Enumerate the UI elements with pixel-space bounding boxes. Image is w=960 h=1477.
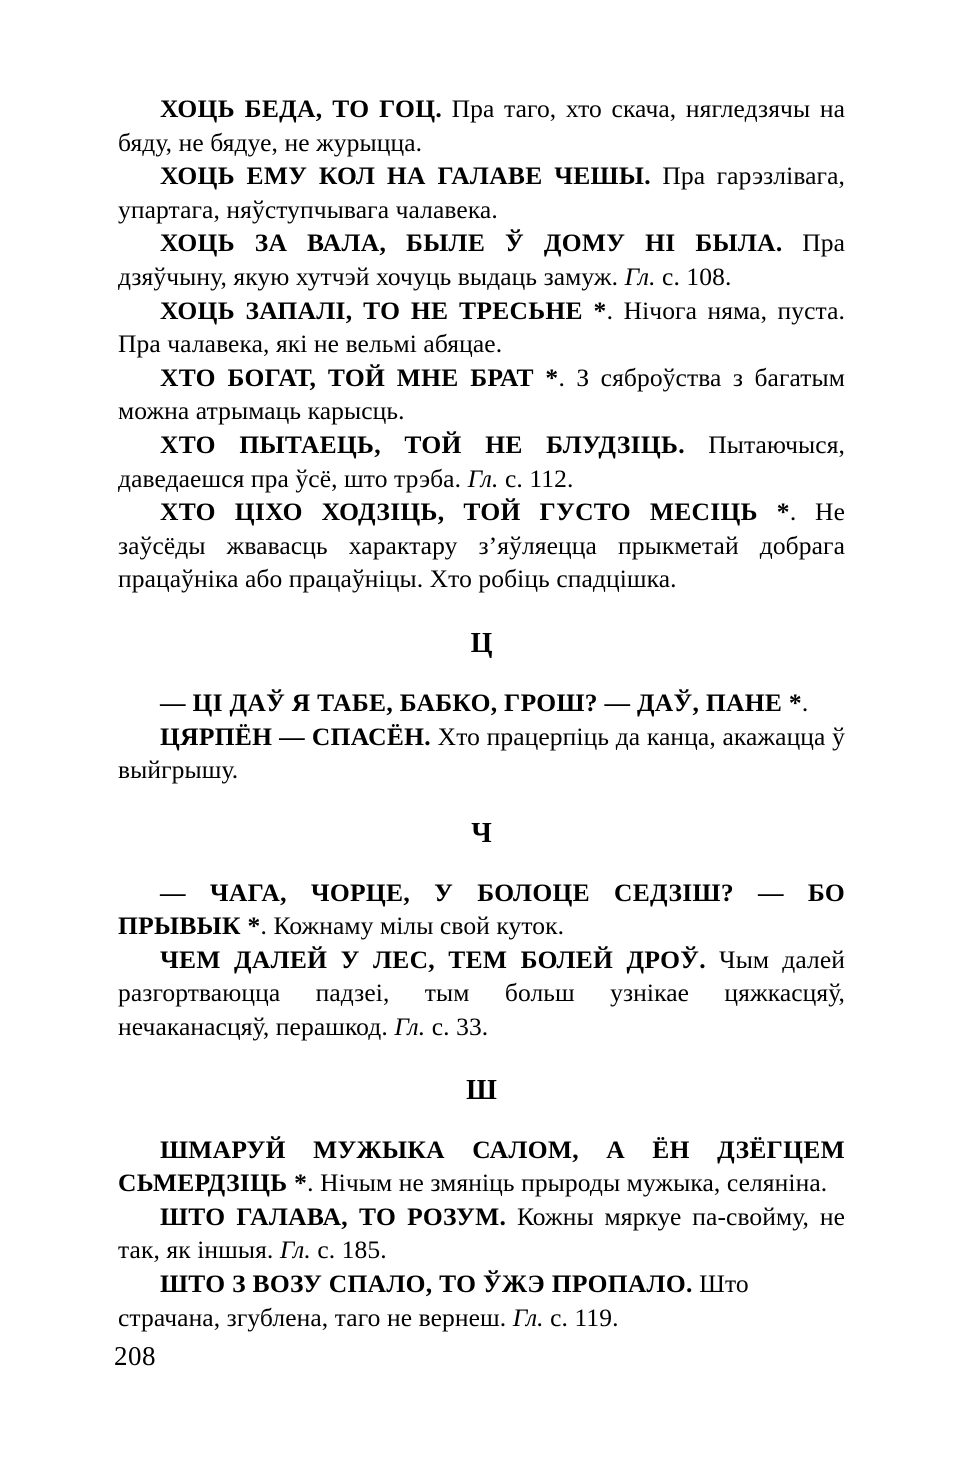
letter-section-heading: Ц — [470, 627, 493, 659]
cross-reference-page: с. 119. — [543, 1302, 619, 1332]
entry-gloss: Кожны мяркуе па-свойму, не так, як іншыя. — [118, 1201, 845, 1265]
cross-reference-label: Гл. — [394, 1012, 426, 1042]
proverb-entry — [118, 1267, 845, 1334]
entry-headword: ХОЦЬ ЕМУ КОЛ НА ГАЛАВЕ ЧЕШЫ. — [160, 161, 651, 191]
proverb-entry — [118, 686, 845, 720]
footnote-asterisk: * — [287, 1168, 308, 1198]
entry-gloss: Што страчана, згублена, таго не вернеш. — [118, 1269, 749, 1332]
entry-headword: ЧЕМ ДАЛЕЙ У ЛЕС, ТЕМ БОЛЕЙ ДРОЎ. — [160, 944, 706, 974]
cross-reference-label: Гл. — [624, 261, 656, 291]
entry-headword: ХОЦЬ ЗАПАЛІ, ТО НЕ ТРЕСЬНЕ — [160, 295, 583, 325]
entry-headword: ХОЦЬ ЗА ВАЛА, БЫЛЕ Ў ДОМУ НІ БЫЛА. — [160, 228, 783, 258]
proverb-entry — [118, 226, 845, 293]
proverb-entry — [118, 159, 845, 226]
entry-gloss: . — [801, 687, 809, 717]
letter-section-heading: Ч — [471, 817, 492, 849]
cross-reference-page: с. 108. — [655, 261, 732, 291]
entry-headword: ЦЯРПЁН — СПАСЁН. — [160, 721, 431, 751]
proverb-entry — [118, 943, 845, 1044]
footnote-asterisk: * — [757, 497, 790, 527]
entry-gloss: . З сяброўства з багатым можна атрымаць карысць. — [118, 362, 845, 426]
footnote-asterisk: * — [533, 362, 559, 392]
entry-gloss: . Не заўсёды жвавасць характару з’яўляецца прыкметай добрага працаўніка або працаўніцы. Хто робіць спадцішка. — [118, 497, 845, 594]
cross-reference-label: Гл. — [512, 1302, 544, 1332]
entry-gloss: . Кожнаму мілы свой куток. — [260, 911, 565, 941]
entry-headword: ШМАРУЙ МУЖЫКА САЛОМ, А ЁН ДЗЁГЦЕМ СЬМЕРДЗІЦЬ — [118, 1134, 845, 1198]
entry-gloss: Пра гарэзлівага, упартага, няўступчывага чалавека. — [118, 161, 845, 224]
proverb-entry — [118, 720, 845, 787]
entry-headword: ШТО ГАЛАВА, ТО РОЗУМ. — [160, 1201, 507, 1231]
entry-flow — [118, 92, 845, 1334]
proverb-entry — [118, 428, 845, 495]
cross-reference-page: с. 185. — [310, 1235, 387, 1265]
entry-gloss: Пра дзяўчыну, якую хутчэй хочуць выдаць замуж. — [118, 228, 845, 291]
entry-headword: ШТО З ВОЗУ СПАЛО, ТО ЎЖЭ ПРОПАЛО. — [160, 1269, 693, 1299]
entry-gloss: Хто працерпіць да канца, акажацца ў выйгрышу. — [118, 721, 846, 785]
entry-headword: ХТО ПЫТАЕЦЬ, ТОЙ НЕ БЛУДЗІЦЬ. — [160, 429, 685, 459]
proverb-entry — [118, 361, 845, 428]
entry-gloss: Пра таго, хто скача, нягледзячы на бяду, не бядуе, не журыцца. — [118, 94, 845, 157]
entry-gloss: . Нічога няма, пуста. Пра чалавека, які не вельмі абяцае. — [118, 295, 845, 359]
footnote-asterisk: * — [240, 911, 261, 941]
proverb-entry — [118, 294, 845, 361]
letter-section-heading: Ш — [466, 1074, 497, 1106]
cross-reference-page: с. 33. — [425, 1012, 489, 1042]
proverb-entry — [118, 1133, 845, 1200]
cross-reference-label: Гл. — [279, 1235, 311, 1265]
entry-gloss: Чым далей разгортваюцца падзеі, тым больш узнікае цяжкасцяў, нечаканасцяў, перашкод. — [118, 944, 845, 1042]
proverb-entry — [118, 92, 845, 159]
entry-headword: ХТО ЦІХО ХОДЗІЦЬ, ТОЙ ГУСТО МЕСІЦЬ — [160, 497, 758, 527]
cross-reference-page: с. 112. — [498, 463, 574, 493]
footnote-asterisk: * — [782, 687, 802, 717]
footnote-asterisk: * — [582, 295, 607, 325]
proverb-entry — [118, 1200, 845, 1267]
page-number: 208 — [114, 1341, 156, 1371]
entry-gloss: Пытаючыся, даведаешся пра ўсё, што трэба. — [118, 429, 845, 493]
page-text-block — [118, 92, 845, 1422]
entry-headword: ХОЦЬ БЕДА, ТО ГОЦ. — [160, 94, 442, 123]
entry-headword: ХТО БОГАТ, ТОЙ МНЕ БРАТ — [160, 362, 534, 392]
cross-reference-label: Гл. — [467, 463, 499, 493]
proverb-entry — [118, 876, 845, 943]
entry-headword: — ЧАГА, ЧОРЦЕ, У БОЛОЦЕ СЕДЗІШ? — БО ПРЫВЫК — [118, 877, 845, 941]
proverb-entry — [118, 495, 845, 596]
entry-headword: — ЦІ ДАЎ Я ТАБЕ, БАБКО, ГРОШ? — ДАЎ, ПАНЕ — [160, 687, 783, 717]
entry-gloss: . Нічым не змяніць прыроды мужыка, селяніна. — [307, 1168, 828, 1198]
